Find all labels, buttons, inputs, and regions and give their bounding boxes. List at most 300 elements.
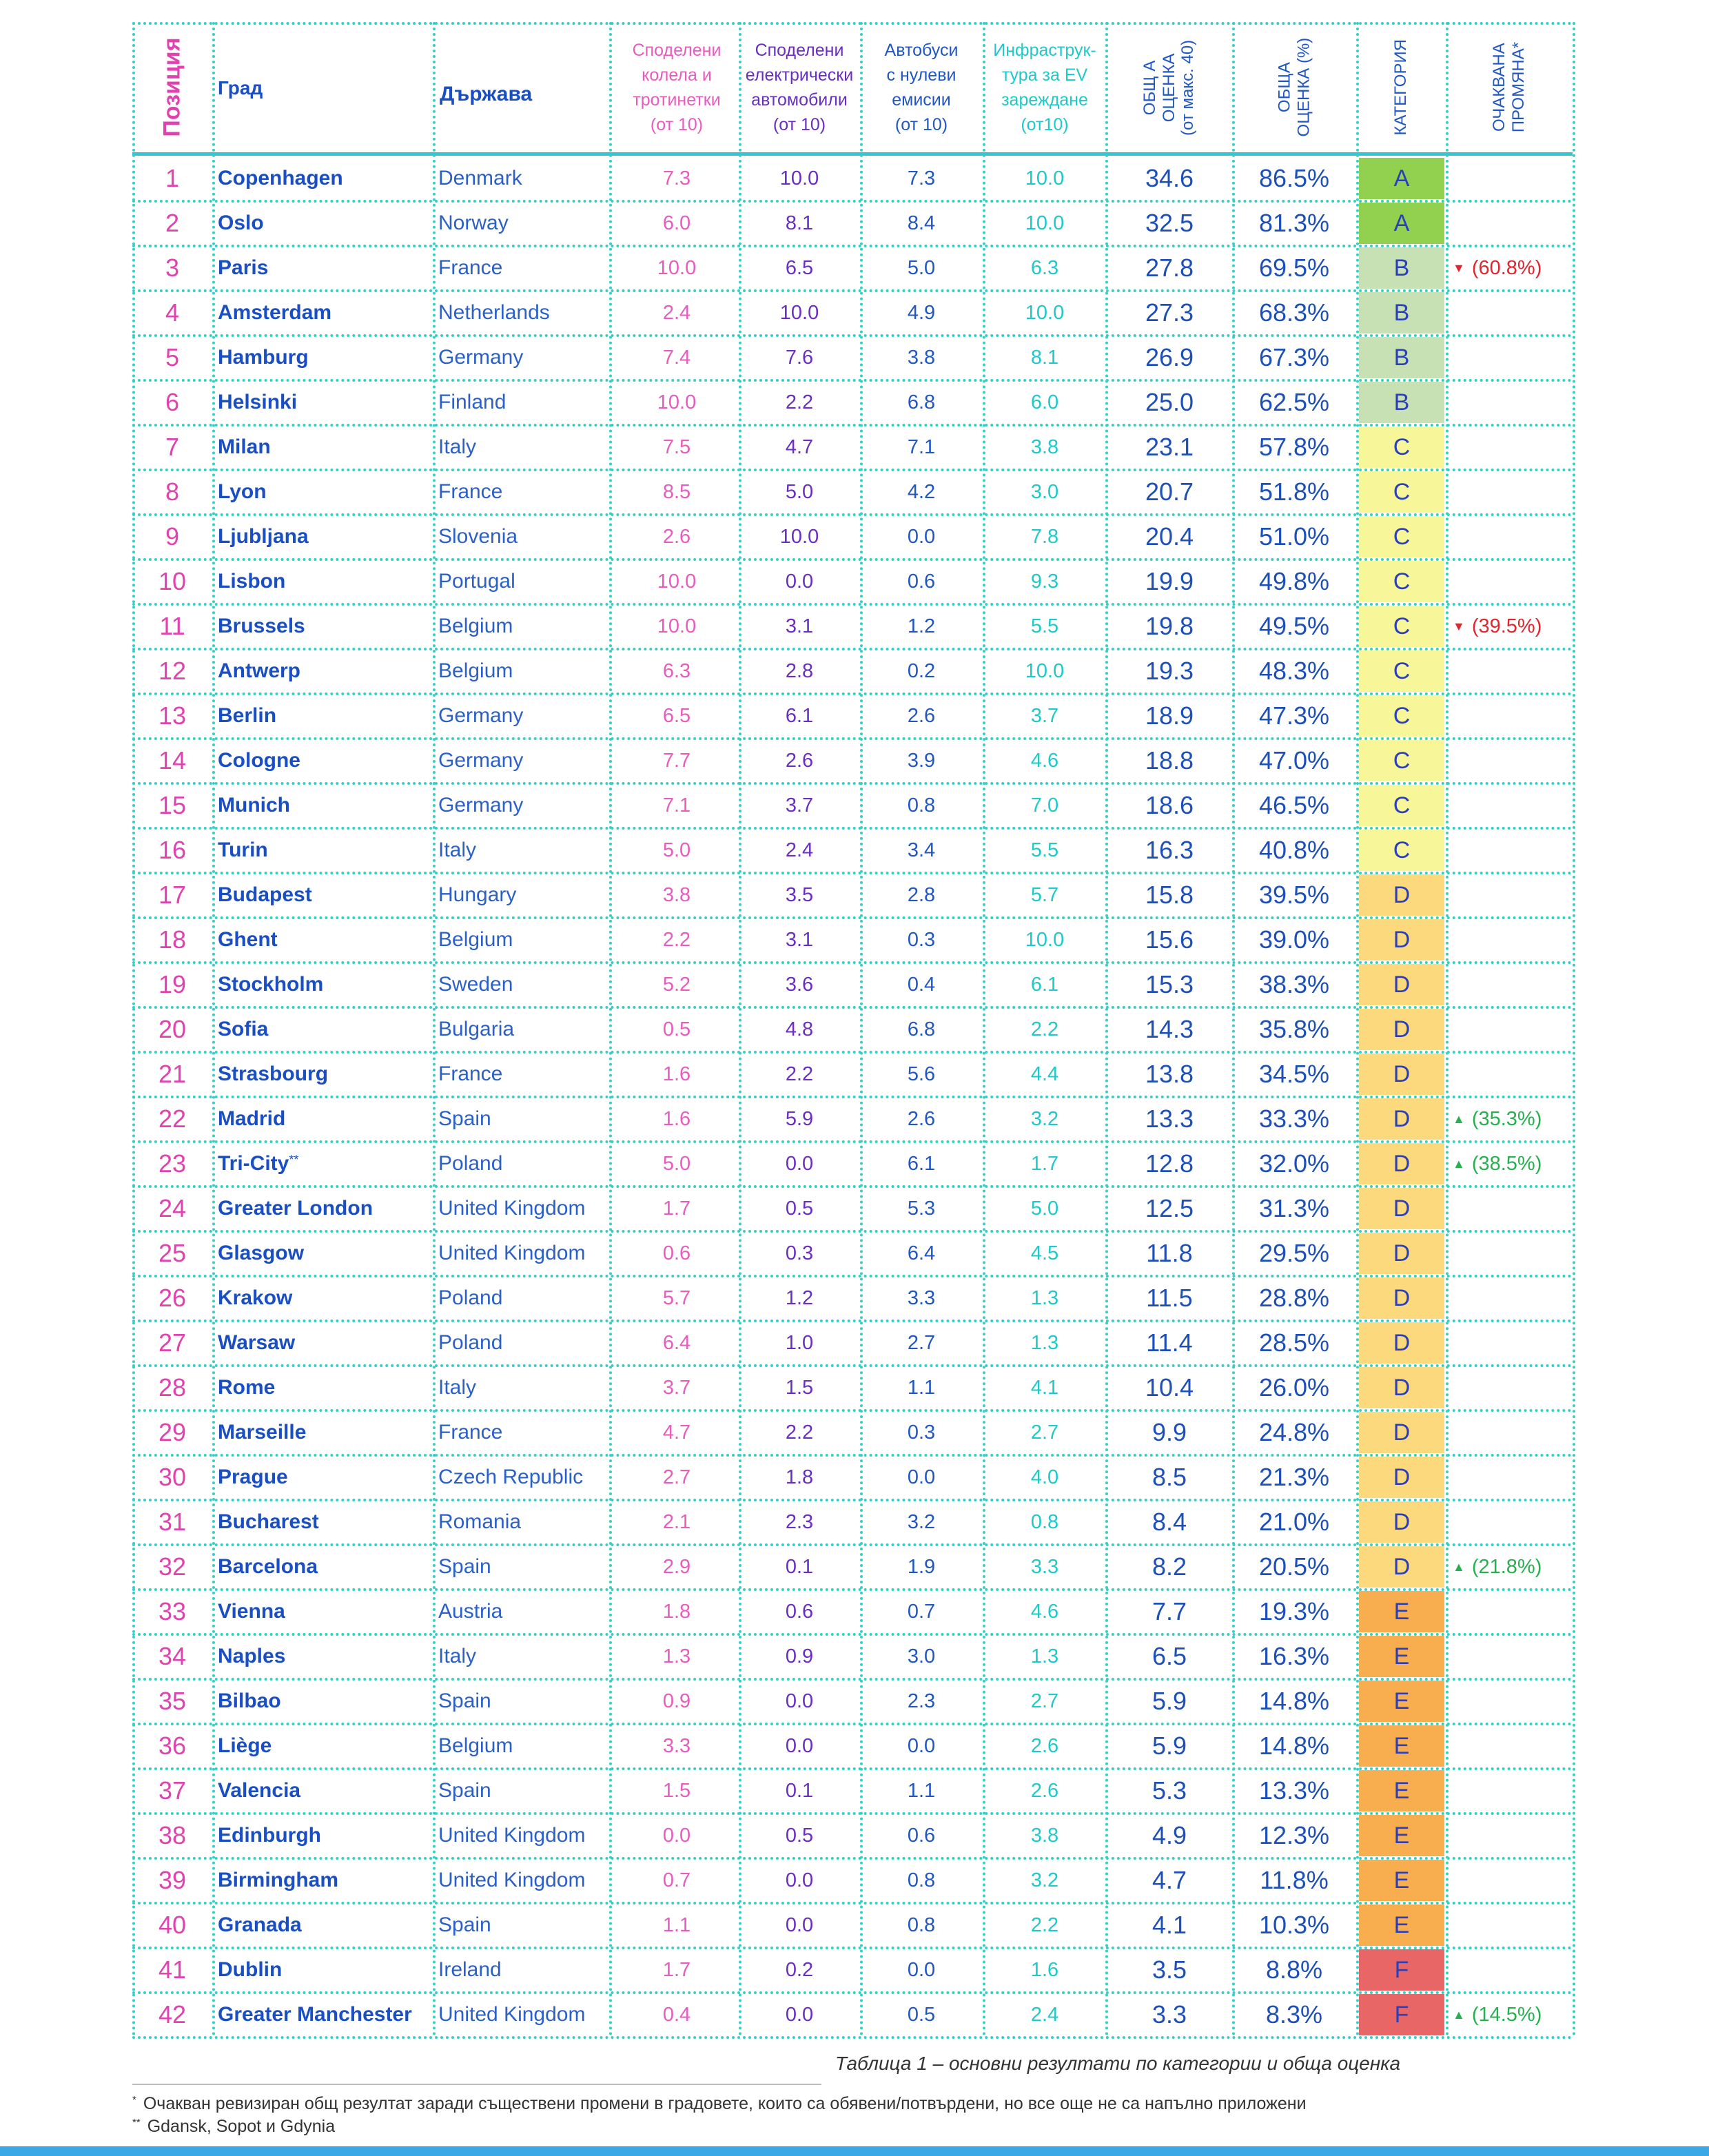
ev-charging-cell: 1.3 bbox=[1030, 1286, 1059, 1309]
total-percent-cell: 33.3% bbox=[1258, 1105, 1330, 1133]
total-score-cell: 27.3 bbox=[1145, 298, 1194, 327]
category-cell: C bbox=[1359, 516, 1444, 557]
total-score-cell: 6.5 bbox=[1152, 1642, 1187, 1670]
shared-ev-cars-cell: 0.9 bbox=[785, 1645, 814, 1667]
total-score-cell: 18.6 bbox=[1145, 791, 1194, 819]
rank-cell: 17 bbox=[158, 881, 187, 909]
table-row bbox=[132, 1680, 1573, 1725]
shared-ev-cars-cell: 7.6 bbox=[785, 346, 814, 369]
ev-charging-cell: 1.3 bbox=[1030, 1331, 1059, 1354]
total-percent-cell: 24.8% bbox=[1258, 1418, 1330, 1446]
expected-change-cell bbox=[1453, 650, 1577, 692]
ev-charging-cell: 4.5 bbox=[1030, 1242, 1059, 1264]
expected-change-cell bbox=[1453, 1725, 1577, 1767]
total-percent-cell: 68.3% bbox=[1258, 298, 1330, 327]
total-score-cell: 12.8 bbox=[1145, 1149, 1194, 1178]
category-cell: D bbox=[1359, 874, 1444, 916]
table-row bbox=[132, 1232, 1573, 1277]
category-cell: E bbox=[1359, 1815, 1444, 1856]
total-score-cell: 8.2 bbox=[1152, 1552, 1187, 1581]
rank-cell: 4 bbox=[165, 298, 180, 327]
total-percent-cell: 28.8% bbox=[1258, 1284, 1330, 1312]
zero-emission-buses-cell: 3.8 bbox=[907, 346, 936, 369]
shared-ev-cars-cell: 5.9 bbox=[785, 1107, 814, 1130]
total-percent-cell: 21.0% bbox=[1258, 1508, 1330, 1536]
rank-cell: 16 bbox=[158, 836, 187, 864]
country-cell: Hungary bbox=[438, 883, 517, 906]
rank-cell: 9 bbox=[165, 522, 180, 551]
rank-cell: 30 bbox=[158, 1463, 187, 1491]
table-row bbox=[132, 1501, 1573, 1546]
country-cell: Spain bbox=[438, 1779, 491, 1802]
country-cell: France bbox=[438, 1062, 503, 1085]
expected-change-cell bbox=[1453, 471, 1577, 513]
country-cell: Italy bbox=[438, 1376, 477, 1399]
table-row bbox=[132, 1949, 1573, 1993]
table-row bbox=[132, 381, 1573, 426]
table-row bbox=[132, 1725, 1573, 1769]
expected-change-cell bbox=[1453, 829, 1577, 872]
footnote-divider bbox=[132, 2084, 821, 2085]
shared-ev-cars-cell: 2.2 bbox=[785, 1062, 814, 1085]
shared-bikes-cell: 7.4 bbox=[662, 346, 691, 369]
expected-change-cell bbox=[1453, 1590, 1577, 1633]
shared-bikes-cell: 0.6 bbox=[662, 1242, 691, 1264]
ev-charging-cell: 10.0 bbox=[1025, 301, 1065, 324]
shared-ev-cars-cell: 1.2 bbox=[785, 1286, 814, 1309]
total-score-cell: 19.9 bbox=[1145, 567, 1194, 595]
expected-change-cell bbox=[1453, 1322, 1577, 1364]
total-percent-cell: 40.8% bbox=[1258, 836, 1330, 864]
shared-bikes-cell: 1.6 bbox=[662, 1107, 691, 1130]
category-cell: E bbox=[1359, 1591, 1444, 1632]
category-cell: C bbox=[1359, 471, 1444, 513]
country-cell: Austria bbox=[438, 1600, 503, 1623]
total-score-cell: 25.0 bbox=[1145, 388, 1194, 416]
city-name: Edinburgh bbox=[218, 1824, 321, 1847]
header-category: КАТЕГОРИЯ bbox=[1391, 39, 1411, 136]
total-score-cell: 4.7 bbox=[1152, 1866, 1187, 1894]
zero-emission-buses-cell: 5.0 bbox=[907, 256, 936, 279]
rank-cell: 32 bbox=[158, 1552, 187, 1581]
shared-ev-cars-cell: 4.8 bbox=[785, 1018, 814, 1040]
total-score-cell: 27.8 bbox=[1145, 254, 1194, 282]
shared-ev-cars-cell: 1.8 bbox=[785, 1466, 814, 1488]
rank-cell: 28 bbox=[158, 1373, 187, 1402]
table-row bbox=[132, 650, 1573, 695]
rank-cell: 13 bbox=[158, 701, 187, 730]
total-percent-cell: 46.5% bbox=[1258, 791, 1330, 819]
shared-ev-cars-cell: 0.0 bbox=[785, 1152, 814, 1175]
expected-change-cell bbox=[1453, 918, 1577, 961]
table-row bbox=[132, 291, 1573, 336]
expected-change-cell bbox=[1453, 784, 1577, 827]
shared-bikes-cell: 1.6 bbox=[662, 1062, 691, 1085]
arrow-up-icon: ▲ bbox=[1453, 1559, 1465, 1574]
total-score-cell: 12.5 bbox=[1145, 1194, 1194, 1222]
ev-charging-cell: 3.3 bbox=[1030, 1555, 1059, 1578]
city-name: Birmingham bbox=[218, 1869, 339, 1891]
country-cell: Ireland bbox=[438, 1958, 502, 1981]
shared-ev-cars-cell: 0.3 bbox=[785, 1242, 814, 1264]
rank-cell: 7 bbox=[165, 433, 180, 461]
category-cell: E bbox=[1359, 1636, 1444, 1677]
expected-change-cell bbox=[1453, 874, 1577, 916]
total-percent-cell: 34.5% bbox=[1258, 1060, 1330, 1088]
table-row bbox=[132, 1008, 1573, 1053]
shared-ev-cars-cell: 1.5 bbox=[785, 1376, 814, 1399]
table-row bbox=[132, 471, 1573, 515]
country-cell: Germany bbox=[438, 749, 524, 772]
table-row bbox=[132, 1769, 1573, 1814]
table-row bbox=[132, 426, 1573, 471]
category-cell: D bbox=[1359, 1322, 1444, 1364]
city-name: Bucharest bbox=[218, 1510, 319, 1533]
zero-emission-buses-cell: 0.4 bbox=[907, 973, 936, 996]
country-cell: France bbox=[438, 480, 503, 503]
zero-emission-buses-cell: 4.9 bbox=[907, 301, 936, 324]
header-score: ОБЩ А ОЦЕНКА (от макс. 40) bbox=[1140, 39, 1198, 136]
city-name: Berlin bbox=[218, 704, 277, 727]
shared-ev-cars-cell: 8.1 bbox=[785, 212, 814, 234]
rank-cell: 11 bbox=[159, 612, 185, 640]
country-cell: Finland bbox=[438, 391, 506, 413]
country-cell: Poland bbox=[438, 1152, 503, 1175]
shared-ev-cars-cell: 0.0 bbox=[785, 570, 814, 593]
city-name: Prague bbox=[218, 1466, 288, 1488]
zero-emission-buses-cell: 0.7 bbox=[907, 1600, 936, 1623]
expected-change-cell bbox=[1453, 1769, 1577, 1812]
shared-bikes-cell: 6.3 bbox=[662, 659, 691, 682]
city-name: Glasgow bbox=[218, 1242, 305, 1264]
total-score-cell: 3.5 bbox=[1152, 1955, 1187, 1984]
zero-emission-buses-cell: 6.4 bbox=[907, 1242, 936, 1264]
expected-change-cell bbox=[1453, 336, 1577, 379]
zero-emission-buses-cell: 2.6 bbox=[907, 1107, 936, 1130]
total-percent-cell: 86.5% bbox=[1258, 164, 1330, 192]
table-row bbox=[132, 1635, 1573, 1680]
total-percent-cell: 26.0% bbox=[1258, 1373, 1330, 1402]
shared-bikes-cell: 2.6 bbox=[662, 525, 691, 548]
table-row bbox=[132, 1411, 1573, 1456]
shared-bikes-cell: 10.0 bbox=[657, 570, 697, 593]
shared-bikes-cell: 8.5 bbox=[662, 480, 691, 503]
expected-change-cell bbox=[1453, 1814, 1577, 1857]
arrow-up-icon: ▲ bbox=[1453, 2007, 1465, 2022]
zero-emission-buses-cell: 0.8 bbox=[907, 1913, 936, 1936]
expected-change-cell bbox=[1453, 1456, 1577, 1499]
table-row bbox=[132, 695, 1573, 739]
expected-change-cell bbox=[1453, 1053, 1577, 1096]
total-percent-cell: 28.5% bbox=[1258, 1328, 1330, 1357]
shared-bikes-cell: 5.7 bbox=[662, 1286, 691, 1309]
zero-emission-buses-cell: 8.4 bbox=[907, 212, 936, 234]
city-name: Greater London bbox=[218, 1197, 373, 1220]
arrow-up-icon: ▲ bbox=[1453, 1156, 1465, 1171]
total-score-cell: 14.3 bbox=[1145, 1015, 1194, 1043]
zero-emission-buses-cell: 3.4 bbox=[907, 839, 936, 861]
city-name: Liège bbox=[218, 1734, 272, 1757]
ev-charging-cell: 10.0 bbox=[1025, 167, 1065, 189]
total-percent-cell: 16.3% bbox=[1258, 1642, 1330, 1670]
zero-emission-buses-cell: 0.3 bbox=[907, 1421, 936, 1444]
shared-bikes-cell: 2.9 bbox=[662, 1555, 691, 1578]
rank-cell: 20 bbox=[158, 1015, 187, 1043]
shared-ev-cars-cell: 0.5 bbox=[785, 1197, 814, 1220]
header-expected-change: ОЧАКВАНА ПРОМЯНА* bbox=[1490, 42, 1528, 133]
category-cell: D bbox=[1359, 964, 1444, 1005]
zero-emission-buses-cell: 0.6 bbox=[907, 570, 936, 593]
zero-emission-buses-cell: 0.0 bbox=[907, 1734, 936, 1757]
table-row bbox=[132, 336, 1573, 381]
expected-change-value: (14.5%) bbox=[1471, 2003, 1542, 2026]
city-name: Turin bbox=[218, 839, 268, 861]
total-percent-cell: 81.3% bbox=[1258, 209, 1330, 237]
ev-charging-cell: 2.4 bbox=[1030, 2003, 1059, 2026]
ev-charging-cell: 3.8 bbox=[1030, 1824, 1059, 1847]
rank-cell: 29 bbox=[158, 1418, 187, 1446]
rank-cell: 15 bbox=[158, 791, 187, 819]
country-cell: Germany bbox=[438, 794, 524, 817]
category-cell: D bbox=[1359, 919, 1444, 961]
shared-ev-cars-cell: 0.1 bbox=[785, 1779, 814, 1802]
total-score-cell: 3.3 bbox=[1152, 2000, 1187, 2029]
rank-cell: 42 bbox=[158, 2000, 187, 2029]
city-name: Paris bbox=[218, 256, 269, 279]
table-row bbox=[132, 1053, 1573, 1098]
zero-emission-buses-cell: 2.6 bbox=[907, 704, 936, 727]
category-cell: C bbox=[1359, 650, 1444, 692]
shared-ev-cars-cell: 2.3 bbox=[785, 1510, 814, 1533]
city-name: Helsinki bbox=[218, 391, 298, 413]
total-percent-cell: 38.3% bbox=[1258, 970, 1330, 998]
city-name: Lyon bbox=[218, 480, 267, 503]
expected-change-cell bbox=[1453, 1680, 1577, 1723]
shared-ev-cars-cell: 3.6 bbox=[785, 973, 814, 996]
rank-cell: 39 bbox=[158, 1866, 187, 1894]
header-ev: Инфраструк- тура за EV зареждане (от10) bbox=[993, 41, 1096, 134]
shared-ev-cars-cell: 2.2 bbox=[785, 391, 814, 413]
shared-ev-cars-cell: 5.0 bbox=[785, 480, 814, 503]
total-score-cell: 15.3 bbox=[1145, 970, 1194, 998]
rank-cell: 5 bbox=[165, 343, 180, 371]
city-name: Warsaw bbox=[218, 1331, 296, 1354]
total-score-cell: 23.1 bbox=[1145, 433, 1194, 461]
total-percent-cell: 31.3% bbox=[1258, 1194, 1330, 1222]
country-cell: United Kingdom bbox=[438, 2003, 586, 2026]
shared-bikes-cell: 3.7 bbox=[662, 1376, 691, 1399]
rank-cell: 22 bbox=[158, 1105, 187, 1133]
total-percent-cell: 14.8% bbox=[1258, 1687, 1330, 1715]
shared-ev-cars-cell: 0.0 bbox=[785, 1734, 814, 1757]
total-percent-cell: 11.8% bbox=[1260, 1866, 1329, 1894]
footnote-1: * Очакван ревизиран общ резултат заради съществени промени в градовете, които са обявени/потвърдени, но все още не са напълно приложени bbox=[132, 2094, 1307, 2113]
category-cell: D bbox=[1359, 1412, 1444, 1453]
shared-bikes-cell: 1.8 bbox=[662, 1600, 691, 1623]
total-percent-cell: 20.5% bbox=[1258, 1552, 1330, 1581]
category-cell: D bbox=[1359, 1501, 1444, 1543]
city-name: Naples bbox=[218, 1645, 286, 1667]
table-row bbox=[132, 784, 1573, 829]
rank-cell: 37 bbox=[158, 1776, 187, 1805]
table-row bbox=[132, 157, 1573, 202]
category-cell: D bbox=[1359, 1143, 1444, 1184]
total-percent-cell: 21.3% bbox=[1258, 1463, 1330, 1491]
table-row bbox=[132, 739, 1573, 784]
shared-ev-cars-cell: 2.4 bbox=[785, 839, 814, 861]
table-row bbox=[132, 515, 1573, 560]
city-name: Sofia bbox=[218, 1018, 269, 1040]
shared-ev-cars-cell: 6.1 bbox=[785, 704, 814, 727]
table-row bbox=[132, 1859, 1573, 1904]
ev-charging-cell: 2.2 bbox=[1030, 1913, 1059, 1936]
bottom-bar bbox=[0, 2146, 1709, 2156]
shared-bikes-cell: 6.0 bbox=[662, 212, 691, 234]
total-percent-cell: 39.5% bbox=[1258, 881, 1330, 909]
rank-cell: 25 bbox=[158, 1239, 187, 1267]
country-cell: Belgium bbox=[438, 659, 513, 682]
rank-cell: 2 bbox=[165, 209, 180, 237]
city-name: Cologne bbox=[218, 749, 300, 772]
total-score-cell: 7.7 bbox=[1152, 1597, 1187, 1625]
zero-emission-buses-cell: 6.1 bbox=[907, 1152, 936, 1175]
total-score-cell: 20.4 bbox=[1145, 522, 1194, 551]
rank-cell: 35 bbox=[158, 1687, 187, 1715]
shared-bikes-cell: 1.5 bbox=[662, 1779, 691, 1802]
country-cell: Italy bbox=[438, 839, 477, 861]
table-row bbox=[132, 1277, 1573, 1322]
total-percent-cell: 10.3% bbox=[1258, 1911, 1330, 1939]
ev-charging-cell: 3.8 bbox=[1030, 435, 1059, 458]
country-cell: Portugal bbox=[438, 570, 515, 593]
rank-cell: 34 bbox=[158, 1642, 187, 1670]
rank-cell: 31 bbox=[158, 1508, 187, 1536]
expected-change-value: (60.8%) bbox=[1471, 256, 1542, 279]
city-name: Oslo bbox=[218, 212, 264, 234]
zero-emission-buses-cell: 2.8 bbox=[907, 883, 936, 906]
rank-cell: 36 bbox=[158, 1732, 187, 1760]
shared-ev-cars-cell: 0.6 bbox=[785, 1600, 814, 1623]
category-cell: C bbox=[1359, 427, 1444, 468]
zero-emission-buses-cell: 0.6 bbox=[907, 1824, 936, 1847]
shared-bikes-cell: 2.2 bbox=[662, 928, 691, 951]
zero-emission-buses-cell: 5.6 bbox=[907, 1062, 936, 1085]
city-name: Krakow bbox=[218, 1286, 293, 1309]
category-cell: A bbox=[1359, 203, 1444, 244]
zero-emission-buses-cell: 6.8 bbox=[907, 391, 936, 413]
total-score-cell: 16.3 bbox=[1145, 836, 1194, 864]
ev-charging-cell: 1.6 bbox=[1030, 1958, 1059, 1981]
ev-charging-cell: 2.7 bbox=[1030, 1421, 1059, 1444]
total-percent-cell: 39.0% bbox=[1258, 925, 1330, 954]
ev-charging-cell: 4.4 bbox=[1030, 1062, 1059, 1085]
total-percent-cell: 47.0% bbox=[1258, 746, 1330, 774]
category-cell: D bbox=[1359, 1233, 1444, 1274]
category-cell: D bbox=[1359, 1054, 1444, 1095]
shared-bikes-cell: 10.0 bbox=[657, 391, 697, 413]
category-cell: C bbox=[1359, 830, 1444, 871]
shared-bikes-cell: 0.4 bbox=[662, 2003, 691, 2026]
shared-ev-cars-cell: 3.7 bbox=[785, 794, 814, 817]
arrow-up-icon: ▲ bbox=[1453, 1111, 1465, 1126]
shared-ev-cars-cell: 0.0 bbox=[785, 1690, 814, 1712]
shared-ev-cars-cell: 0.0 bbox=[785, 1869, 814, 1891]
expected-change-cell bbox=[1453, 1008, 1577, 1051]
city-name: Antwerp bbox=[218, 659, 300, 682]
shared-ev-cars-cell: 0.1 bbox=[785, 1555, 814, 1578]
ev-charging-cell: 2.6 bbox=[1030, 1734, 1059, 1757]
shared-bikes-cell: 0.7 bbox=[662, 1869, 691, 1891]
shared-bikes-cell: 7.3 bbox=[662, 167, 691, 189]
expected-change-cell bbox=[1453, 560, 1577, 603]
ev-charging-cell: 3.2 bbox=[1030, 1869, 1059, 1891]
rank-cell: 3 bbox=[165, 254, 180, 282]
zero-emission-buses-cell: 3.2 bbox=[907, 1510, 936, 1533]
rank-cell: 21 bbox=[158, 1060, 187, 1088]
total-percent-cell: 13.3% bbox=[1258, 1776, 1330, 1805]
category-cell: B bbox=[1359, 382, 1444, 423]
category-cell: B bbox=[1359, 247, 1444, 289]
rank-cell: 23 bbox=[158, 1149, 187, 1178]
ev-charging-cell: 5.7 bbox=[1030, 883, 1059, 906]
shared-ev-cars-cell: 0.2 bbox=[785, 1958, 814, 1981]
expected-change-cell bbox=[1453, 739, 1577, 782]
shared-ev-cars-cell: 2.2 bbox=[785, 1421, 814, 1444]
expected-change-cell bbox=[1453, 157, 1577, 200]
expected-change-cell bbox=[1453, 1501, 1577, 1543]
zero-emission-buses-cell: 7.3 bbox=[907, 167, 936, 189]
table-row bbox=[132, 1590, 1573, 1635]
category-cell: C bbox=[1359, 740, 1444, 781]
zero-emission-buses-cell: 1.2 bbox=[907, 615, 936, 637]
ev-charging-cell: 3.0 bbox=[1030, 480, 1059, 503]
expected-change-value: (39.5%) bbox=[1471, 615, 1542, 637]
table-row bbox=[132, 202, 1573, 247]
total-score-cell: 5.9 bbox=[1152, 1687, 1187, 1715]
shared-bikes-cell: 7.7 bbox=[662, 749, 691, 772]
country-cell: United Kingdom bbox=[438, 1824, 586, 1847]
ev-charging-cell: 6.1 bbox=[1030, 973, 1059, 996]
shared-bikes-cell: 6.5 bbox=[662, 704, 691, 727]
city-name: Stockholm bbox=[218, 973, 324, 996]
total-percent-cell: 51.0% bbox=[1258, 522, 1330, 551]
category-cell: D bbox=[1359, 1367, 1444, 1408]
category-cell: E bbox=[1359, 1770, 1444, 1811]
rank-cell: 10 bbox=[158, 567, 187, 595]
zero-emission-buses-cell: 3.0 bbox=[907, 1645, 936, 1667]
expected-change-cell bbox=[1453, 1366, 1577, 1409]
category-cell: D bbox=[1359, 1277, 1444, 1319]
shared-bikes-cell: 7.5 bbox=[662, 435, 691, 458]
category-cell: D bbox=[1359, 1098, 1444, 1140]
ev-charging-cell: 9.3 bbox=[1030, 570, 1059, 593]
zero-emission-buses-cell: 0.2 bbox=[907, 659, 936, 682]
shared-ev-cars-cell: 10.0 bbox=[779, 301, 819, 324]
city-name: Granada bbox=[218, 1913, 302, 1936]
expected-change-cell bbox=[1453, 1949, 1577, 1991]
total-percent-cell: 69.5% bbox=[1258, 254, 1330, 282]
total-score-cell: 4.1 bbox=[1152, 1911, 1187, 1939]
shared-ev-cars-cell: 3.5 bbox=[785, 883, 814, 906]
category-cell: E bbox=[1359, 1681, 1444, 1722]
shared-bikes-cell: 5.0 bbox=[662, 839, 691, 861]
header-buses: Автобуси с нулеви емисии (от 10) bbox=[884, 41, 959, 134]
expected-change-cell bbox=[1453, 381, 1577, 424]
table-row bbox=[132, 874, 1573, 918]
country-cell: Netherlands bbox=[438, 301, 550, 324]
total-percent-cell: 48.3% bbox=[1258, 657, 1330, 685]
country-cell: United Kingdom bbox=[438, 1197, 586, 1220]
